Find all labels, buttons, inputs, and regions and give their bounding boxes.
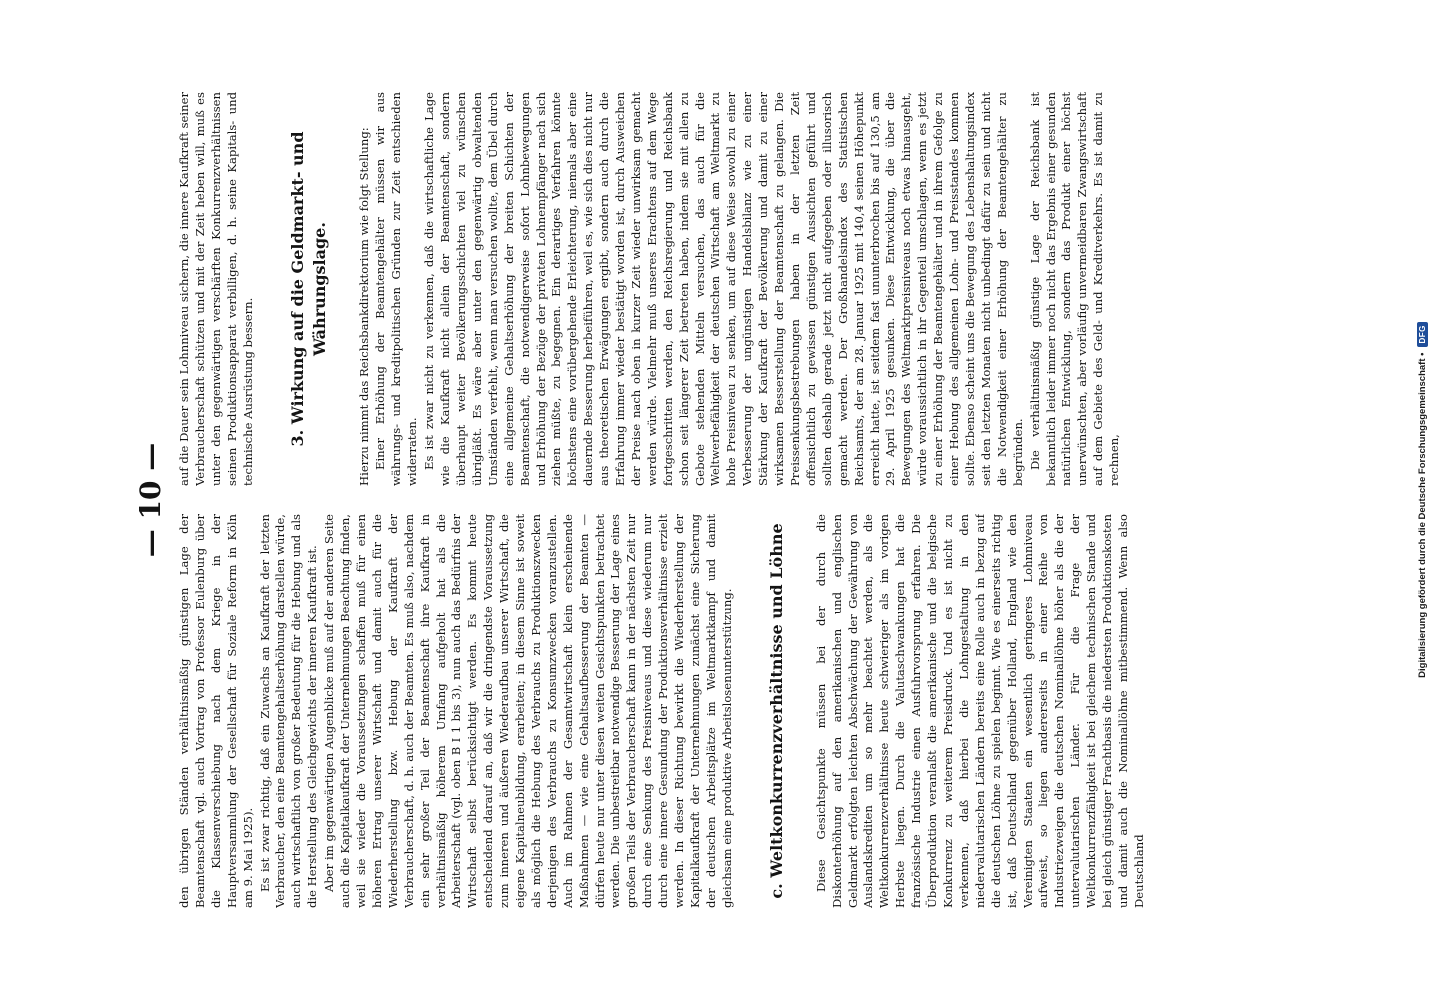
section-heading-text: c. Weltkonkurrenzverhältnisse und Löhne	[766, 523, 786, 899]
paragraph: Diese Gesichtspunkte müssen bei der durch die Diskonterhöhung auf den amerikanischen und englischen Geldmarkt erfolgten leichten Abschwächung der Gewährung von Auslandskrediten um so mehr beachtet werden, als die Weltkonkurrenzverhältnisse heute schwieriger als im vorigen Herbste liegen. Durch die Valutaschwankungen hat die französische Industrie einen Ausfuhrvorsprung erfahren. Die Überproduktion veranlaßt die amerikanische und die belgische Konkurrenz zu weiterem Preisdruck. Und es ist nicht zu verkennen, daß hierbei die Lohngestaltung in den niedervalutarischen Ländern bereits eine Rolle auch in bezug auf die deutschen Löhne zu spielen beginnt. Wie es einerseits richtig ist, daß Deutschland gegenüber Holland, England wie den Vereinigten Staaten ein wesentlich geringeres Lohnniveau aufweist, so liegen andererseits in einer Reihe von Industriezweigen die deutschen Nominallöhne höher als die der untervalutarischen Länder. Für die Frage der Weltkonkurrenzfähigkeit ist bei gleichem technischen Stande und bei gleich günstiger Frachtbasis die niedersten Produktionskosten und damit auch die Nominallöhne mitbestimmend. Wenn also Deutschland	[813, 514, 1146, 908]
paragraph: Aber im gegenwärtigen Augenblicke muß auf der anderen Seite auch die Kapitalkaufkraft der Unternehmungen Beachtung finden, weil sie wieder die Voraussetzungen schaffen muß für einen höheren Ertrag unserer Wirtschaft und damit auch für die Wiederherstellung bzw. Hebung der Kaufkraft der Verbraucherschaft, d. h. auch der Beamten. Es muß also, nachdem ein sehr großer Teil der Beamtenschaft ihre Kaufkraft in verhältnismäßig höherem Umfang aufgeholt hat als die Arbeiterschaft (vgl. oben B I 1 bis 3), nun auch das Bedürfnis der Wirtschaft selbst berücksichtigt werden. Es kommt heute entscheidend darauf an, daß wir die dringendste Voraussetzung zum inneren und äußeren Wiederaufbau unserer Wirtschaft, die eigene Kapitalneubildung, erarbeiten; in diesem Sinne ist soweit als möglich die Hebung des Verbrauchs zu Produktionszwecken derjenigen des Verbrauchs zu Konsumzwecken voranzustellen. Auch im Rahmen der Gesamtwirtschaft klein erscheinende Maßnahmen — wie eine Gehaltsaufbesserung der Beamten — dürfen heute nur unter diesen weiten Gesichtspunkten betrachtet werden. Die unbestreitbar notwendige Besserung der Lage eines großen Teils der Verbraucherschaft kann in der nächsten Zeit nur durch eine Senkung des Preisniveaus und diese wiederum nur durch eine innere Gesundung der Produktionsverhältnisse erzielt werden. In dieser Richtung bewirkt die Wiederherstellung der Kapitalkaufkraft der Unternehmungen zunächst eine Sicherung der deutschen Arbeitsplätze im Weltmarktkampf und damit gleichsam eine produktive Arbeitslosenunterstützung.	[322, 514, 734, 908]
paragraph: Einer Erhöhung der Beamtengehälter müssen wir aus währungs- und kreditpolitischen Gründen zur Zeit entschieden widerraten.	[373, 92, 420, 486]
left-column	[177, 514, 1327, 908]
credit-text: Digitalisierung gefördert durch die Deutsche Forschungsgemeinschaft •	[1416, 352, 1428, 678]
paragraph: den übrigen Ständen verhältnismäßig günstigen Lage der Beamtenschaft vgl. auch Vortrag von Professor Eulenburg über die Klassenverschiebung nach dem Kriege in der Hauptversammlung der Gesellschaft für Soziale Reform in Köln am 9. Mai 1925).	[177, 514, 255, 908]
paragraph: auf die Dauer sein Lohnniveau sichern, die innere Kaufkraft seiner Verbraucherschaft schützen und mit der Zeit heben will, muß es unter den gegenwärtigen verschärften Konkurrenzverhältnissen seinen Produktionsapparat verbilligen, d. h. seine Kapitals- und technische Ausrüstung bessern.	[177, 92, 255, 486]
right-column	[177, 92, 1327, 486]
paragraph: Hierzu nimmt das Reichsbankdirektorium wie folgt Stellung:	[356, 127, 371, 486]
text-columns	[177, 92, 1327, 908]
page-number: — 10 —	[134, 442, 167, 558]
dfg-logo-icon: DFG	[1417, 322, 1428, 346]
section-heading-geldmarkt	[287, 92, 331, 486]
rotated-document-page	[113, 50, 1345, 950]
section-heading-text: 3. Wirkung auf die Geldmarkt- und Währungslage.	[287, 131, 329, 447]
paragraph: Es ist zwar richtig, daß ein Zuwachs an Kaufkraft der letzten Verbraucher, den eine Beamtengehaltserhöhung darstellen würde, auch wirtschaftlich von großer Bedeutung für die Hebung und als die Herstellung des Gleichgewichts der inneren Kaufkraft ist.	[257, 514, 320, 908]
section-heading-weltkonkurrenz	[766, 514, 788, 908]
digitization-credit	[1414, 220, 1430, 780]
paragraph: Die verhältnismäßig günstige Lage der Reichsbank ist bekanntlich leider immer noch nicht das Ergebnis einer gesunden natürlichen Entwicklung, sondern das Produkt einer höchst unerwünschten, aber vorläufig unvermeidbaren Zwangswirtschaft auf dem Gebiete des Geld- und Kreditverkehrs. Es ist damit zu rechnen,	[1027, 92, 1122, 486]
paragraph: Es ist zwar nicht zu verkennen, daß die wirtschaftliche Lage wie die Kaufkraft nicht allein der Beamtenschaft, sondern überhaupt weiter Bevölkerungsschichten viel zu wünschen übrigläßt. Es wäre aber unter den gegenwärtig obwaltenden Umständen verfehlt, wenn man versuchen wollte, dem Übel durch eine allgemeine Gehaltserhöhung der breiten Schichten der Beamtenschaft, die notwendigerweise sofort Lohnbewegungen und Erhöhung der Bezüge der privaten Lohnempfänger nach sich ziehen müßte, zu begegnen. Ein derartiges Verfahren könnte höchstens eine vorübergehende Erleichterung, niemals aber eine dauernde Besserung herbeiführen, weil es, wie sich dies nicht nur aus theoretischen Erwägungen ergibt, sondern auch durch die Erfahrung immer wieder bestätigt worden ist, durch Ausweichen der Preise nach oben in kurzer Zeit wieder unwirksam gemacht werden würde. Vielmehr muß unseres Erachtens auf dem Wege fortgeschritten werden, den Reichsregierung und Reichsbank schon seit längerer Zeit betreten haben, indem sie mit allen zu Gebote stehenden Mitteln versuchen, das auch für die Weltwerbefähigkeit der deutschen Wirtschaft am Weltmarkt zu hohe Preisniveau zu senken, um auf diese Weise sowohl zu einer Verbesserung der ungünstigen Handelsbilanz wie zu einer Stärkung der Kaufkraft der Bevölkerung und damit zu einer wirksamen Besserstellung der Beamtenschaft zu gelangen. Die Preissenkungsbestrebungen haben in der letzten Zeit offensichtlich zu gewissen günstigen Aussichten geführt und sollten deshalb gerade jetzt nicht aufgegeben oder illusorisch gemacht werden. Der Großhandelsindex des Statistischen Reichsamts, der am 28. Januar 1925 mit 140,4 seinen Höhepunkt erreicht hatte, ist seitdem fast ununterbrochen bis auf 130,5 am 29. April 1925 gesunken. Diese Entwicklung, die über die Bewegungen des Weltmarktpreisniveaus noch etwas hinausgeht, würde voraussichtlich in ihr Gegenteil umschlagen, wenn es jetzt zu einer Erhöhung der Beamtengehälter und in ihrem Gefolge zu einer Hebung des allgemeinen Lohn- und Preisstandes kommen sollte. Ebenso scheint uns die Bewegung des Lebenshaltungsindex seit den letzten Monaten nicht unbedingt dafür zu sein und nicht die Notwendigkeit einer Erhöhung der Beamtengehälter zu begründen.	[422, 92, 1025, 486]
